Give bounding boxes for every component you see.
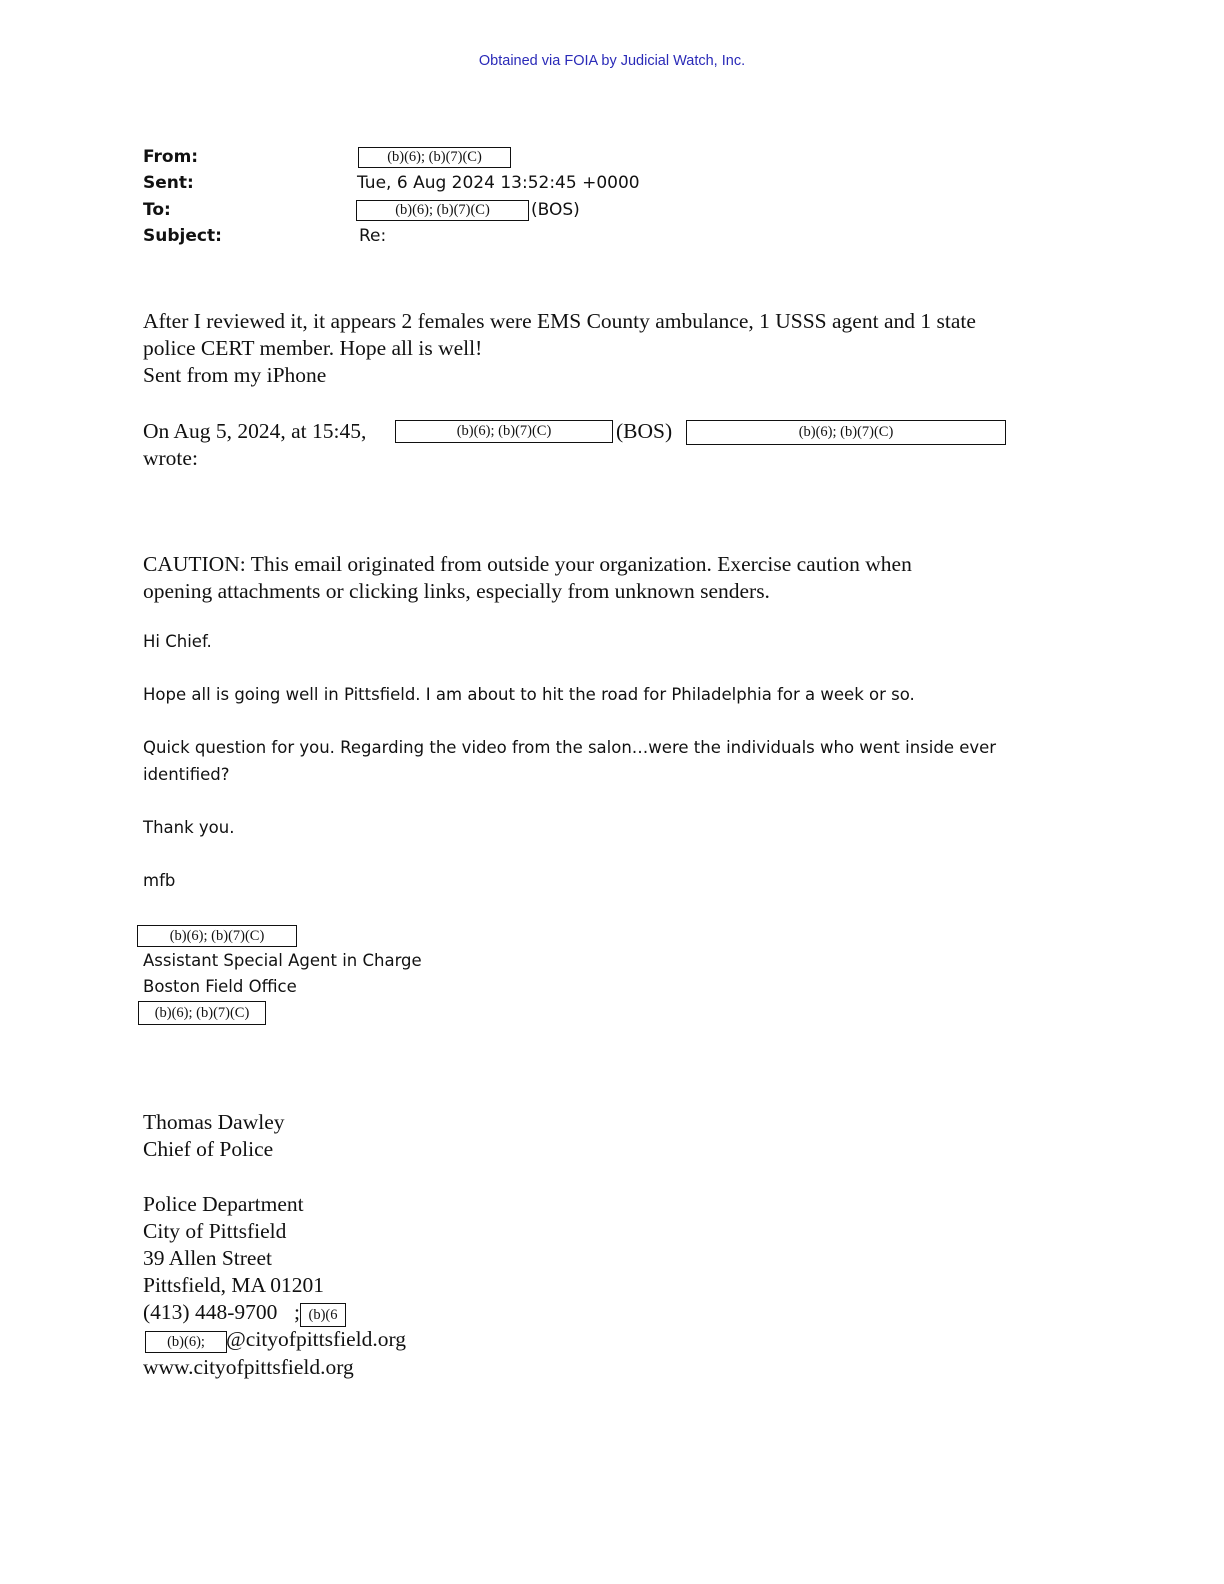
quote-header-wrote: wrote:	[143, 446, 198, 470]
reply-line-2: police CERT member. Hope all is well!	[143, 336, 483, 360]
to-label: To:	[143, 200, 171, 220]
quote-header-prefix: On Aug 5, 2024, at 15:45,	[143, 419, 367, 443]
agent-contact-redaction: (b)(6); (b)(7)(C)	[138, 1001, 266, 1025]
message-para-2-line-1: Quick question for you. Regarding the video from the salon…were the individuals who went inside ever	[143, 738, 997, 757]
message-initials: mfb	[143, 871, 176, 890]
chief-phone-separator: ;	[294, 1300, 300, 1324]
from-label: From:	[143, 147, 199, 167]
agent-name-redaction: (b)(6); (b)(7)(C)	[137, 925, 297, 947]
chief-website: www.cityofpittsfield.org	[143, 1355, 354, 1379]
sent-value: Tue, 6 Aug 2024 13:52:45 +0000	[357, 173, 640, 193]
quote-header-bos: (BOS)	[616, 419, 673, 443]
quote-email-redaction: (b)(6); (b)(7)(C)	[686, 420, 1006, 445]
subject-label: Subject:	[143, 226, 222, 246]
chief-phone: (413) 448-9700	[143, 1300, 278, 1324]
to-redaction: (b)(6); (b)(7)(C)	[356, 200, 529, 221]
message-para-2-line-2: identified?	[143, 765, 230, 784]
chief-city: City of Pittsfield	[143, 1219, 287, 1243]
caution-line-1: CAUTION: This email originated from outside your organization. Exercise caution when	[143, 552, 912, 576]
chief-title: Chief of Police	[143, 1137, 274, 1161]
chief-phone-redaction: (b)(6	[300, 1303, 346, 1327]
subject-value: Re:	[359, 226, 387, 246]
reply-line-3: Sent from my iPhone	[143, 363, 327, 387]
caution-line-2: opening attachments or clicking links, especially from unknown senders.	[143, 579, 770, 603]
to-suffix: (BOS)	[531, 200, 580, 220]
agent-office: Boston Field Office	[143, 977, 297, 996]
message-para-1: Hope all is going well in Pittsfield. I am about to hit the road for Philadelphia for a week or so.	[143, 685, 915, 704]
chief-email-redaction: (b)(6);	[145, 1331, 227, 1353]
from-redaction: (b)(6); (b)(7)(C)	[358, 147, 511, 168]
agent-title: Assistant Special Agent in Charge	[143, 951, 422, 970]
chief-dept: Police Department	[143, 1192, 304, 1216]
reply-line-1: After I reviewed it, it appears 2 females were EMS County ambulance, 1 USSS agent and 1 state	[143, 309, 976, 333]
chief-citystate: Pittsfield, MA 01201	[143, 1273, 324, 1297]
message-thanks: Thank you.	[143, 818, 235, 837]
quote-name-redaction: (b)(6); (b)(7)(C)	[395, 420, 613, 443]
foia-banner: Obtained via FOIA by Judicial Watch, Inc.	[478, 53, 746, 69]
chief-street: 39 Allen Street	[143, 1246, 272, 1270]
message-greeting: Hi Chief.	[143, 632, 212, 651]
sent-label: Sent:	[143, 173, 194, 193]
chief-email-domain: @cityofpittsfield.org	[226, 1327, 407, 1351]
chief-name: Thomas Dawley	[143, 1110, 285, 1134]
